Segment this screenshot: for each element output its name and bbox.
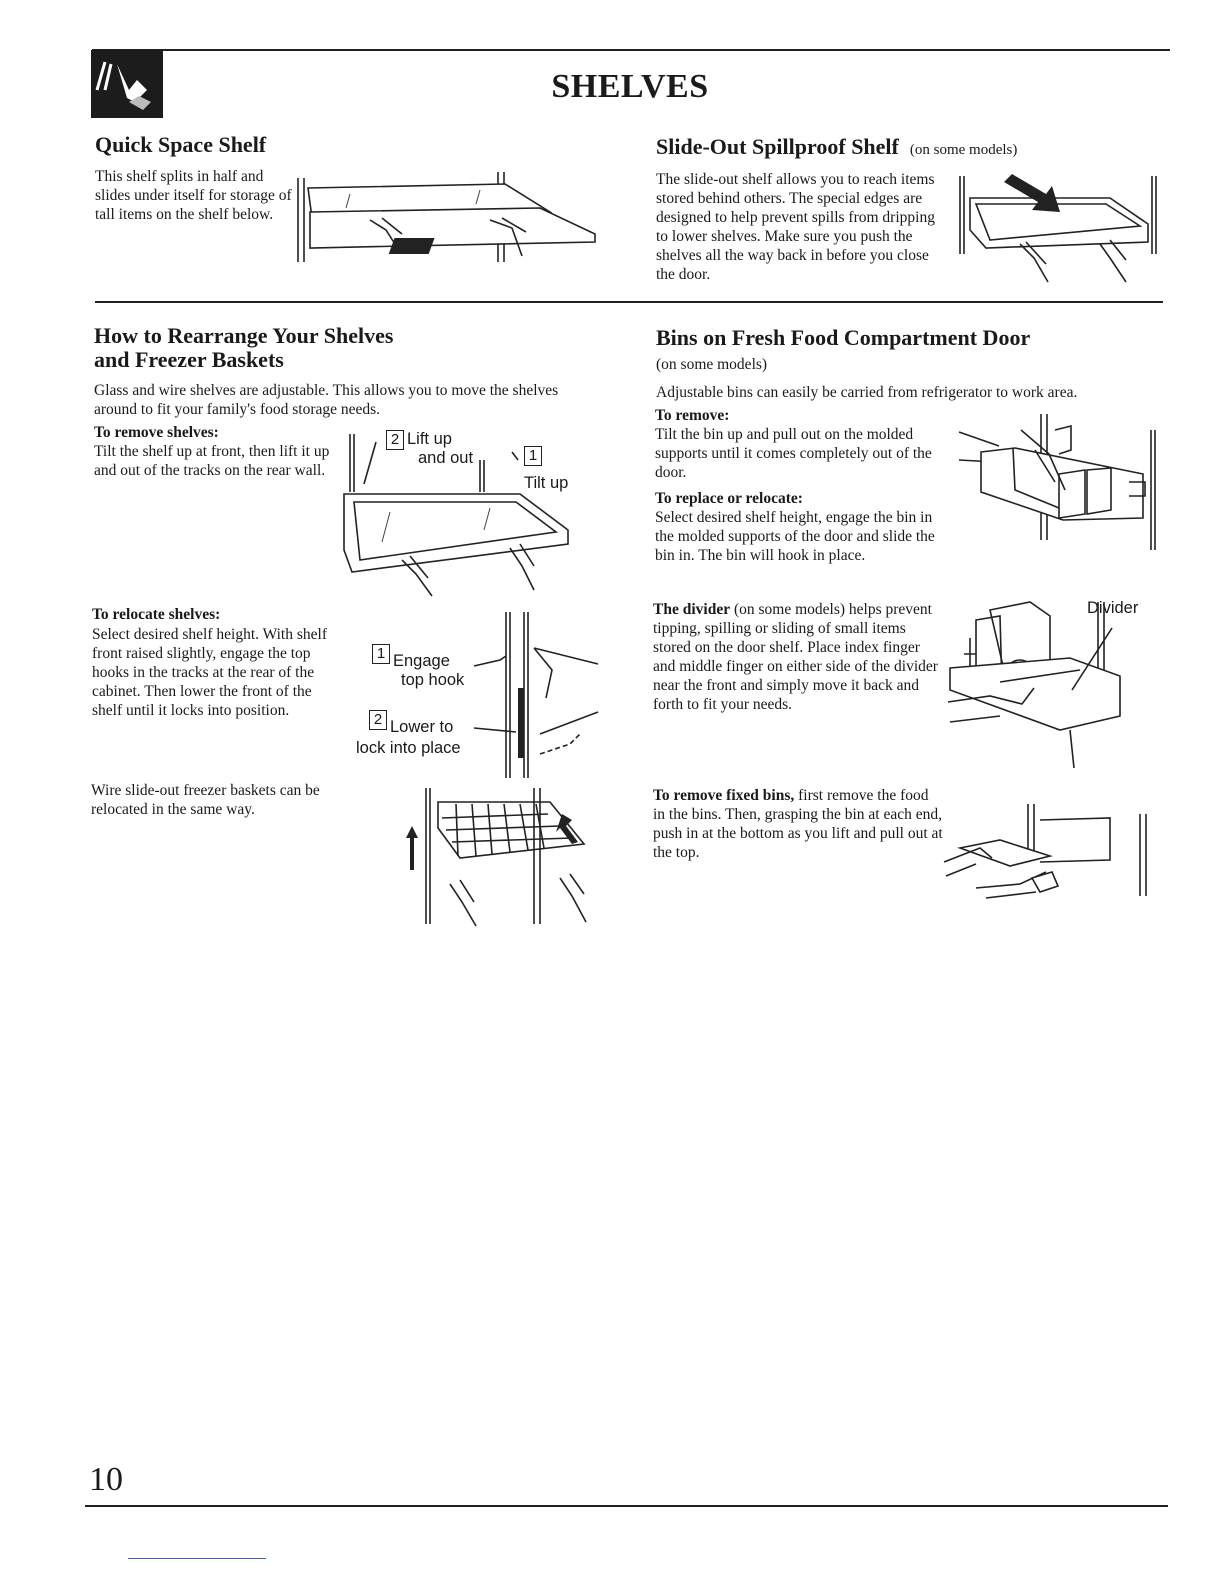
bins-intro: Adjustable bins can easily be carried from refrigerator to work area. (656, 384, 1078, 401)
step-tilt-label: Tilt up (524, 474, 569, 492)
slide-out-body: The slide-out shelf allows you to reach items stored behind others. The special edges are designed to help prevent spills from dripping to lower shelves. Make sure you push the shelves all the way back in before you close the door. (656, 171, 935, 283)
remove-shelves-heading: To remove shelves: (94, 424, 219, 441)
bins-remove-body: Tilt the bin up and pull out on the molded supports until it comes completely out of the door. (655, 426, 932, 481)
page-number: 10 (89, 1461, 123, 1498)
engage-label (372, 644, 450, 670)
bottom-rule (85, 1505, 1168, 1507)
section-icon (91, 50, 163, 118)
lower-label (369, 710, 454, 736)
fixed-bins-text (653, 786, 943, 862)
bins-note: (on some models) (656, 356, 768, 373)
quick-space-body: This shelf splits in half and slides under itself for storage of tall items on the shelf below. (95, 168, 292, 223)
rearrange-intro: Glass and wire shelves are adjustable. This allows you to move the shelves around to fit your family's food storage needs. (94, 382, 559, 418)
rearrange-heading (94, 324, 393, 372)
divider-lead: The divider (653, 601, 731, 618)
divider-body: (on some models) helps prevent tipping, spilling or sliding of small items stored on the door shelf. Place index finger and middle finger on either side of the divider near the front and simply move it back and forth to fit your needs. (653, 601, 938, 713)
slide-out-heading (656, 135, 1017, 162)
bins-replace-body: Select desired shelf height, engage the bin in the molded supports of the door and slide the bin in. The bin will hook in place. (655, 509, 935, 564)
slide-out-shelf-illustration (950, 168, 1170, 288)
bins-replace-heading: To replace or relocate: (655, 490, 803, 507)
lower-text-1: Lower to (390, 718, 454, 736)
relocate-shelves-body: Select desired shelf height. With shelf front raised slightly, engage the top hooks in the tracks at the rear of the cabinet. Then lower the front of the shelf until it locks into position. (92, 626, 327, 719)
door-shelf-divider-illustration (940, 598, 1150, 778)
rearrange-heading-line2: and Freezer Baskets (94, 347, 284, 372)
lower-label-2: lock into place (356, 739, 461, 757)
divider-text (653, 600, 943, 714)
engage-step-badge: 1 (372, 644, 390, 664)
relocate-shelves-heading: To relocate shelves: (92, 606, 221, 623)
fixed-bins-body: first remove the food in the bins. Then, grasping the bin at each end, push in at the bottom as you lift and pull out at the top. (653, 787, 943, 861)
fixed-bins-lead: To remove fixed bins, (653, 787, 795, 804)
step-tilt-badge-wrap (524, 446, 545, 466)
engage-text-1: Engage (393, 652, 450, 670)
slide-out-title: Slide-Out Spillproof Shelf (656, 134, 899, 159)
remove-shelves-body: Tilt the shelf up at front, then lift it up and out of the tracks on the rear wall. (94, 443, 330, 479)
engage-label-2: top hook (401, 671, 465, 689)
divider-callout-label: Divider (1087, 599, 1139, 617)
door-bin-illustration (955, 410, 1165, 555)
fixed-bin-illustration (940, 800, 1158, 902)
rearrange-heading-line1: How to Rearrange Your Shelves (94, 323, 394, 348)
freezer-basket-illustration (400, 784, 600, 932)
quick-space-heading: Quick Space Shelf (95, 132, 267, 157)
slide-out-note: (on some models) (909, 142, 1018, 158)
baskets-body: Wire slide-out freezer baskets can be relocated in the same way. (91, 782, 320, 818)
bins-remove-heading: To remove: (655, 407, 730, 424)
relocate-shelf-illustration (470, 608, 610, 783)
remove-shelf-illustration (340, 420, 590, 600)
bins-heading: Bins on Fresh Food Compartment Door (656, 325, 1031, 350)
quick-space-shelf-illustration (290, 168, 600, 268)
step-lift-text-1: Lift up (407, 430, 452, 448)
step-2-badge: 2 (386, 430, 404, 450)
page-title: SHELVES (551, 68, 709, 105)
step-lift-label (386, 430, 452, 450)
lower-step-badge: 2 (369, 710, 387, 730)
hand-pointing-icon (91, 50, 163, 118)
section-divider (95, 301, 1163, 303)
top-rule (92, 49, 1170, 51)
step-lift-label-2: and out (418, 449, 474, 467)
step-1-badge: 1 (524, 446, 542, 466)
bottom-edge-line (128, 1558, 266, 1559)
